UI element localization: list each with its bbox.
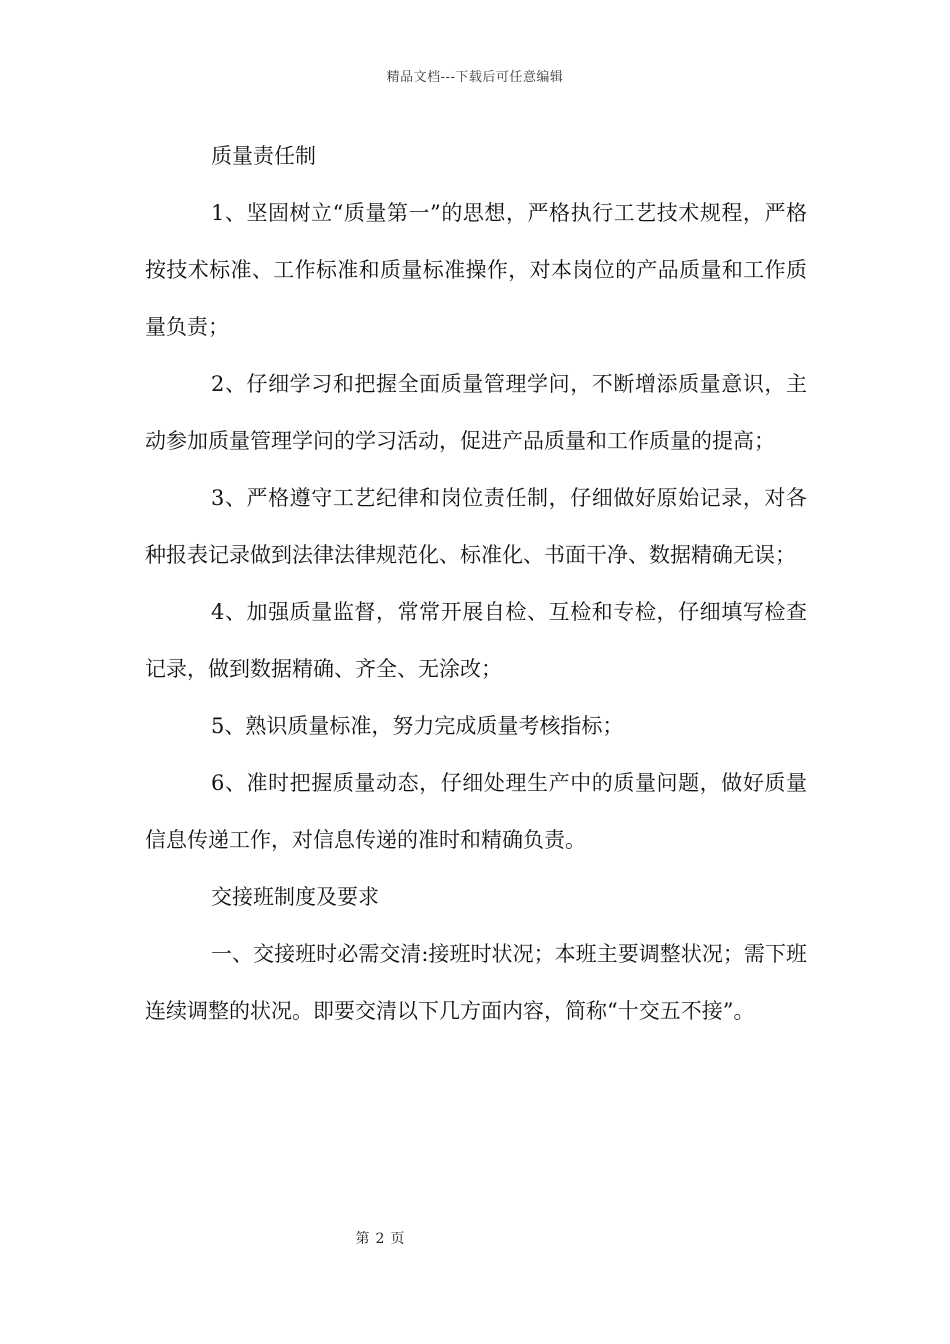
section-title-shift: 交接班制度及要求	[211, 885, 379, 909]
paragraph: 4、加强质量监督，常常开展自检、互检和专检，仔细填写检查记录，做到数据精确、齐全、无涂改；	[145, 600, 807, 681]
paragraph: 3、严格遵守工艺纪律和岗位责任制，仔细做好原始记录，对各种报表记录做到法律法律规范化、标准化、书面干净、数据精确无误；	[145, 486, 807, 567]
paragraph: 1、坚固树立“质量第一”的思想，严格执行工艺技术规程，严格按技术标准、工作标准和质量标准操作，对本岗位的产品质量和工作质量负责；	[145, 201, 807, 339]
paragraph: 6、准时把握质量动态，仔细处理生产中的质量问题，做好质量信息传递工作，对信息传递的准时和精确负责。	[145, 771, 807, 852]
document-body	[145, 128, 807, 1040]
page-number: 2	[375, 1231, 385, 1247]
paragraph: 5、熟识质量标准，努力完成质量考核指标；	[211, 714, 624, 738]
paragraph: 一、交接班时必需交清:接班时状况；本班主要调整状况；需下班连续调整的状况。即要交清以下几方面内容，简称“十交五不接”。	[145, 942, 807, 1023]
section-title-quality: 质量责任制	[211, 144, 316, 168]
page-label-suffix: 页	[390, 1231, 405, 1247]
page-header: 精品文档---下载后可任意编辑	[386, 70, 564, 85]
page-label-prefix: 第	[355, 1231, 370, 1247]
paragraph: 2、仔细学习和把握全面质量管理学问，不断增添质量意识，主动参加质量管理学问的学习活动，促进产品质量和工作质量的提高；	[145, 372, 807, 453]
page-footer	[0, 1228, 760, 1248]
